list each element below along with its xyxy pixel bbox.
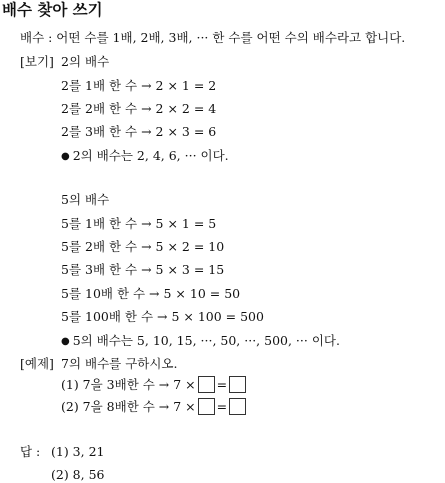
example-heading-2: 2의 배수: [61, 54, 110, 69]
summary-5-text: 5의 배수는 5, 10, 15, ···, 50, ···, 500, ··· 이다.: [72, 333, 340, 348]
problem-2: [61, 399, 248, 416]
equals-sign: =: [216, 399, 228, 414]
problem-text: 7의 배수를 구하시오.: [61, 356, 178, 371]
example-heading-5: 5의 배수: [61, 192, 110, 207]
answer-box[interactable]: [229, 398, 246, 415]
answer-box[interactable]: [198, 376, 215, 393]
problem-label: [예제]: [20, 356, 54, 371]
summary-2-text: 2의 배수는 2, 4, 6, ··· 이다.: [72, 148, 229, 163]
multiple-5-line-5: 5를 100배 한 수 → 5 × 100 = 500: [61, 309, 264, 324]
problem-1-text: (1) 7을 3배한 수 → 7 ×: [61, 377, 196, 392]
summary-2: [61, 148, 229, 165]
answer-box[interactable]: [229, 376, 246, 393]
problem-2-text: (2) 7을 8배한 수 → 7 ×: [61, 399, 196, 414]
multiple-5-line-4: 5를 10배 한 수 → 5 × 10 = 50: [61, 286, 241, 301]
problem-1: [61, 377, 248, 394]
bullet-icon: ●: [61, 151, 70, 162]
summary-5: [61, 333, 340, 350]
multiple-2-line-3: 2를 3배 한 수 → 2 × 3 = 6: [61, 124, 217, 139]
multiple-5-line-1: 5를 1배 한 수 → 5 × 1 = 5: [61, 216, 217, 231]
answer-box[interactable]: [198, 398, 215, 415]
definition-text: 배수 : 어떤 수를 1배, 2배, 3배, ··· 한 수를 어떤 수의 배수라고 합니다.: [20, 30, 406, 45]
answer-1: (1) 3, 21: [51, 444, 105, 459]
example-label: [보기]: [20, 54, 54, 69]
multiple-2-line-1: 2를 1배 한 수 → 2 × 1 = 2: [61, 78, 217, 93]
answer-label: 답 :: [20, 444, 41, 459]
bullet-icon: ●: [61, 336, 70, 347]
multiple-5-line-2: 5를 2배 한 수 → 5 × 2 = 10: [61, 239, 225, 254]
page-title: 배수 찾아 쓰기: [2, 1, 103, 19]
multiple-2-line-2: 2를 2배 한 수 → 2 × 2 = 4: [61, 101, 217, 116]
answer-2: (2) 8, 56: [51, 467, 105, 482]
multiple-5-line-3: 5를 3배 한 수 → 5 × 3 = 15: [61, 262, 225, 277]
equals-sign: =: [216, 377, 228, 392]
